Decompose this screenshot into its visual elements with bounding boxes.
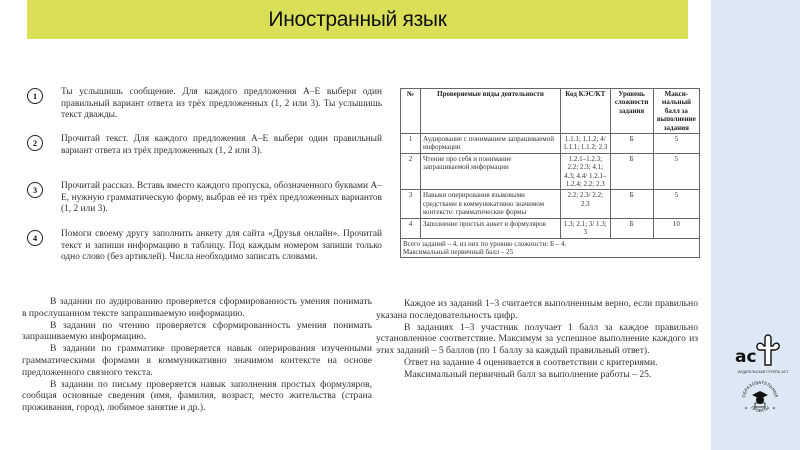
col-header-code: Код КЭС/КТ [561,89,610,134]
cell-number: 2 [401,153,421,190]
task-number-badge: 4 [27,230,43,246]
skills-description [22,296,372,414]
cell-level: Б [610,218,653,238]
task-item-1 [27,87,382,122]
table-header-row [401,89,700,134]
table-row [401,134,700,154]
paragraph-task-4-criteria: Ответ на задание 4 оценивается в соответствии с критериями. [404,356,658,368]
task-number-badge: 3 [27,182,43,198]
spec-table [400,88,700,258]
task-item-4 [27,229,382,264]
paragraph-writing: В задании по письму проверяется навык заполнения простых формуляров, сообщая основные сведения (имя, фамилия, возраст, место жительства (страна проживания, город), любимое занятие и др.). [22,378,372,414]
paragraph-max-score: Максимальный первичный балл за выполнение работы – 25. [404,368,652,380]
svg-text:ac: ac [735,347,757,367]
paragraph-grammar: В задании по грамматике проверяется навык оперирования изученными грамматическими формами в коммуникативно значимом контексте на основе предложенного связного текста. [22,343,372,378]
task-item-3 [27,181,382,216]
task-number-badge: 2 [27,135,43,151]
svg-text:ПРОЕКТЫ: ПРОЕКТЫ [749,404,771,414]
paragraph-reading: В задании по чтению проверяется сформированность умения понимать запрашиваемую информацию. [22,319,372,343]
table-footer [401,238,700,258]
cell-level: Б [610,153,653,190]
cell-code: 1.3; 2.1; 3/ 1.3; 3 [561,218,610,238]
cell-number: 1 [401,134,421,154]
cell-activity: Навыки оперирования языковыми средствами в коммуникативно значимом контексте: грамматические формы [421,190,561,218]
col-header-activity: Проверяемые виды деятельности [421,89,561,134]
cell-number: 3 [401,190,421,218]
cell-level: Б [610,134,653,154]
cell-max-score: 5 [653,190,699,218]
cell-activity: Заполнение простых анкет и формуляров [421,218,561,238]
cell-code: 1.1.1; 1.1.2; 4/ 1.1.1; 1.1.2; 2.3 [561,134,610,154]
task-text: Прочитай рассказ. Вставь вместо каждого пропуска, обозначенного буквами А–Е, нужную грамматическую форму, выбрав её из трёх предложенных вариантов (1, 2 или 3). [61,181,382,215]
table-footer-total: Всего заданий – 4, из них по уровню сложности: Б – 4. [403,239,567,248]
cell-activity: Аудирование с пониманием запрашиваемой информации [421,134,561,154]
edu-projects-logo-icon [739,378,781,420]
cell-max-score: 10 [653,218,699,238]
task-text: Ты услышишь сообщение. Для каждого предложения А–Е выбери один правильный вариант ответа из трёх предложенных (1, 2 или 3). Ты услышишь текст дважды. [61,87,382,121]
table-footer-max: Максимальный первичный балл – 25 [403,247,514,256]
svg-text:ОБРАЗОВАТЕЛЬНЫЕ: ОБРАЗОВАТЕЛЬНЫЕ [741,379,779,398]
cell-max-score: 5 [653,153,699,190]
paragraph-listening: В задании по аудированию проверяется сформированность умения понимать в прослушанном тексте запрашиваемую информацию. [22,296,372,319]
table-row [401,218,700,238]
ast-logo-caption: ИЗДАТЕЛЬСКАЯ ГРУППА АСТ [737,370,789,374]
task-number-badge: 1 [27,88,43,104]
paragraph-tasks-1-3-correct: Каждое из заданий 1–3 считается выполненным верно, если правильно указана последовательность цифр. [376,298,698,321]
col-header-level: Уровень сложности задания [610,89,653,134]
cell-number: 4 [401,218,421,238]
paragraph-tasks-1-3-points: В заданиях 1–3 участник получает 1 балл за каждое правильно установленное соответствие. Максимум за успешное выполнение каждого из этих заданий – 5 баллов (по 1 баллу за каждый правильный ответ). [376,321,698,357]
table-row [401,153,700,190]
cell-level: Б [610,190,653,218]
cell-activity: Чтение про себя и понимание запрашиваемой информации [421,153,561,190]
cell-max-score: 5 [653,134,699,154]
col-header-number: № [401,89,421,134]
title-bar [27,0,688,39]
task-text: Помоги своему другу заполнить анкету для сайта «Друзья онлайн». Прочитай текст и запиши информацию в таблицу. Под каждым номером запиши только одно слово (без артиклей). Числа необходимо записать словами. [61,229,382,263]
table-footer-row [401,238,700,258]
page-title: Иностранный язык [268,7,447,31]
scoring-description [376,298,698,381]
col-header-max-score: Макси-мальный балл за выполнение задания [653,89,699,134]
cell-code: 2.2; 2.3/ 2.2; 2.3 [561,190,610,218]
table-row [401,190,700,218]
task-item-2 [27,134,382,157]
task-text: Прочитай текст. Для каждого предложения А–Е выбери один правильный вариант ответа из трёх предложенных (1, 2 или 3). [61,134,382,156]
cell-code: 1.2.1–1.2.3; 2.2; 2.3; 4.1; 4.3; 4.4/ 1.2.1–1.2.4; 2.2; 2.3 [561,153,610,190]
ast-logo-icon [733,332,793,368]
